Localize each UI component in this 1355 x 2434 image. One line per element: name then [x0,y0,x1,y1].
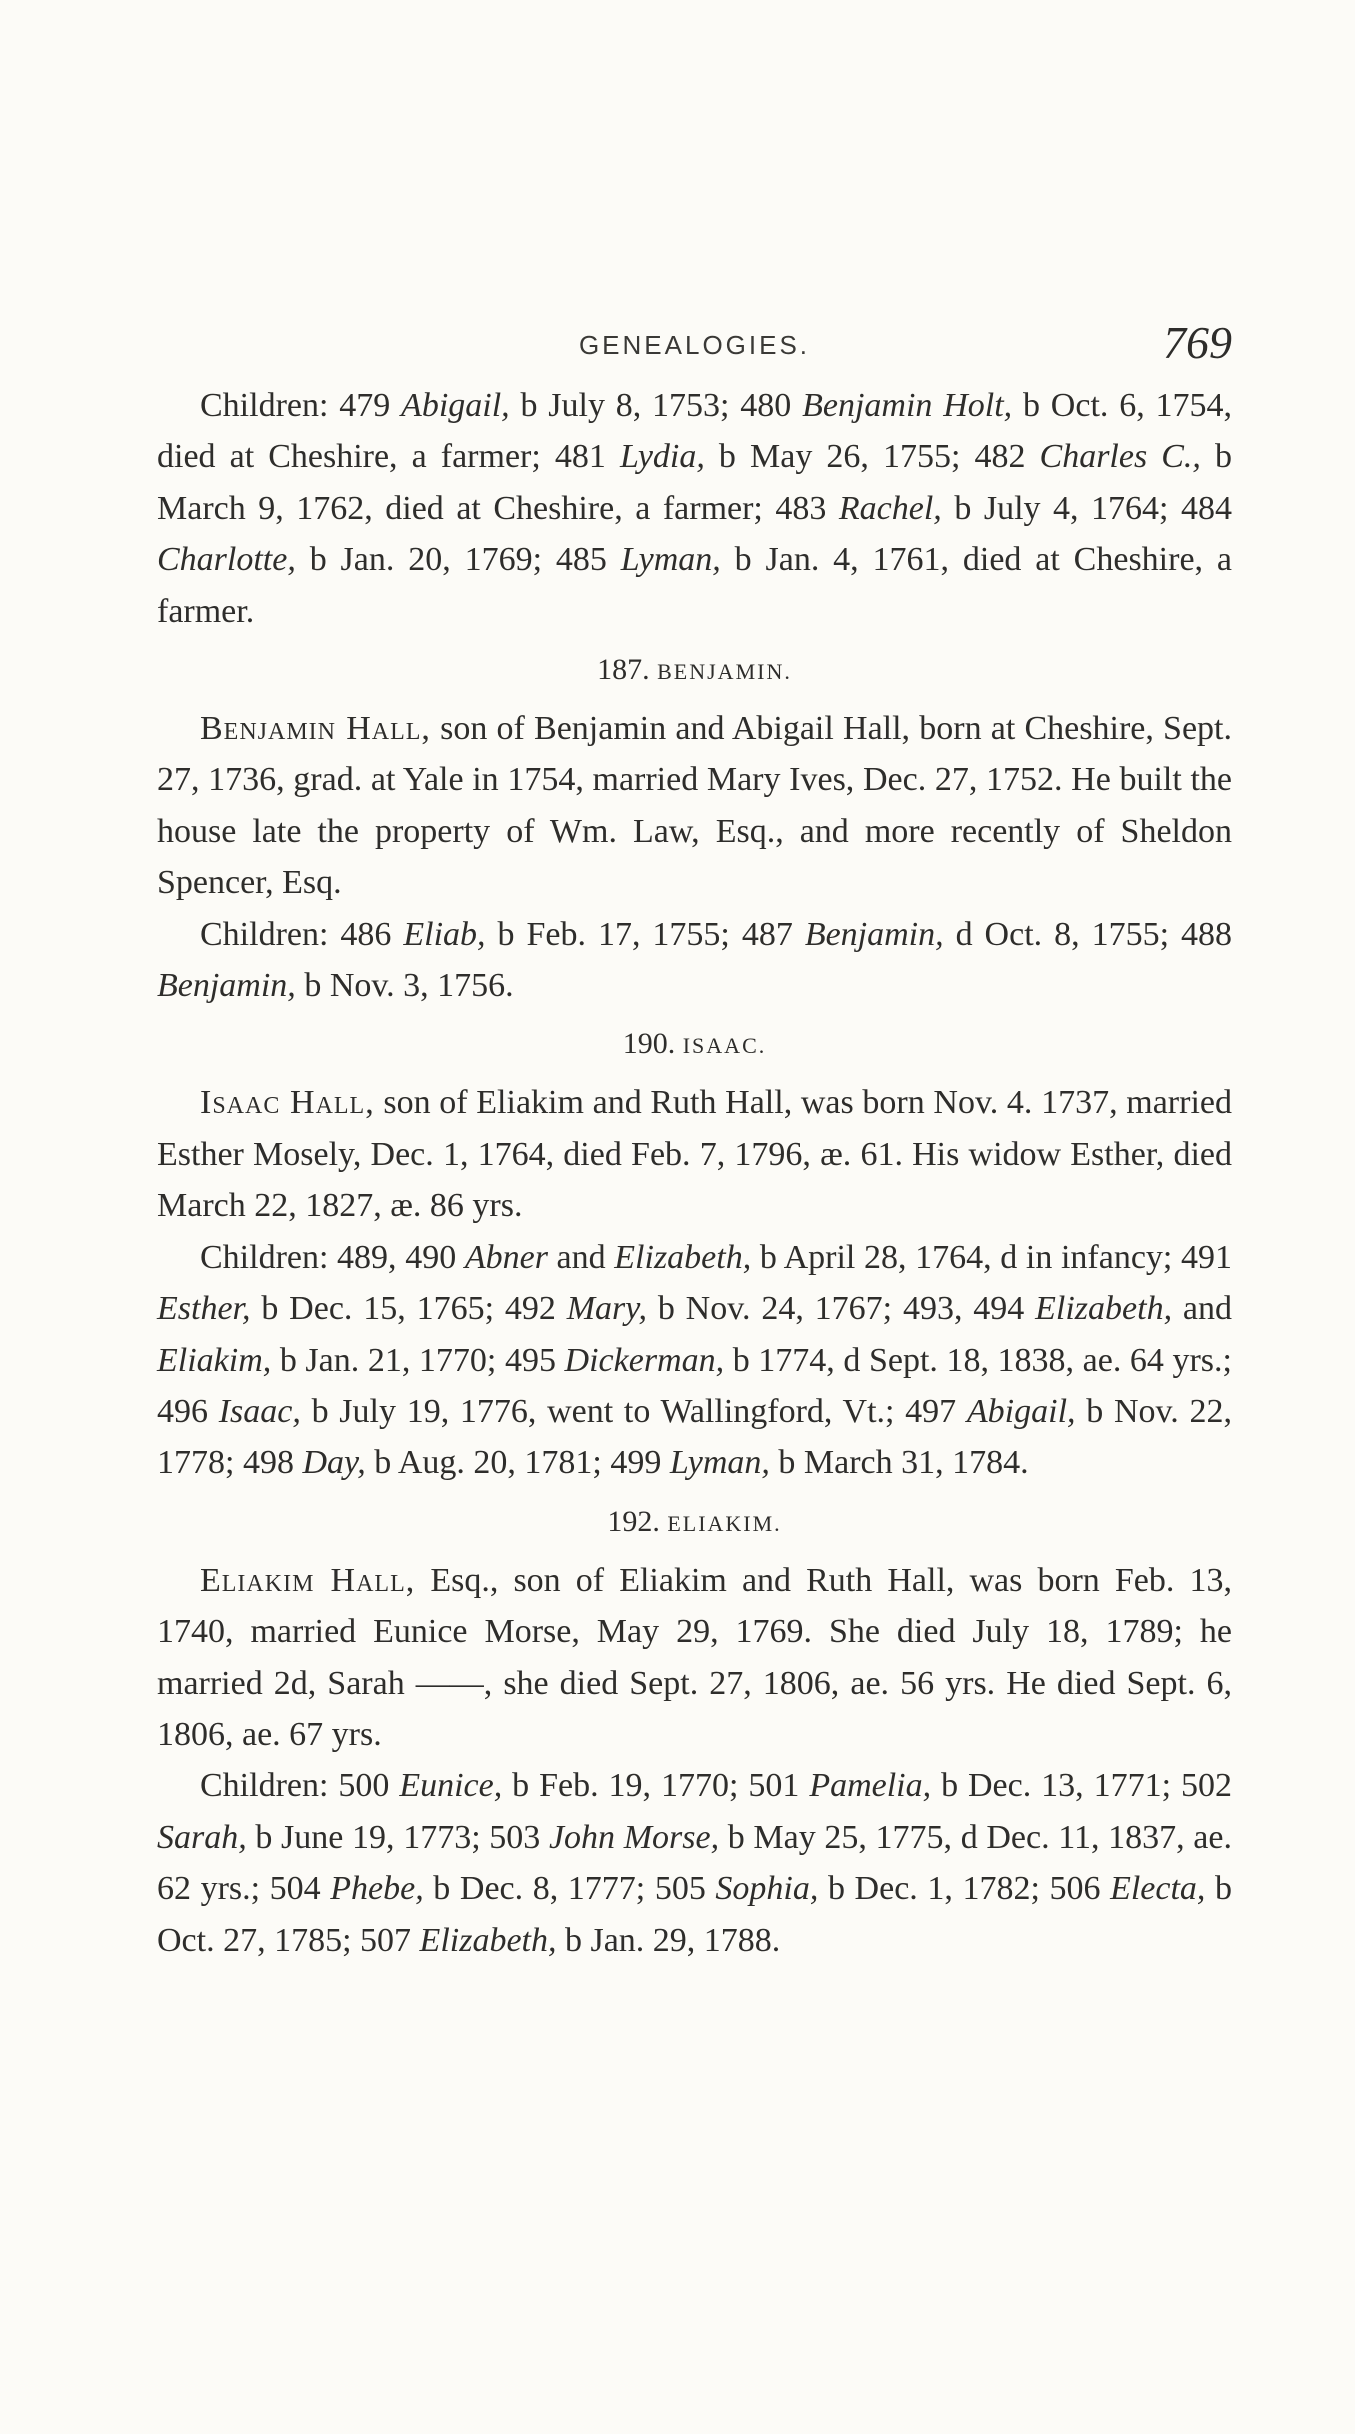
person-name: Eliakim Hall, [200,1561,416,1599]
children-list-190: Children: 489, 490 Abner and Elizabeth, b April 28, 1764, d in infancy; 491 Esther, b Dec. 15, 1765; 492 Mary, b Nov. 24, 1767; 493, 494 Elizabeth, and Eliakim, b Jan. 21, 1770; 495 Dickerman, b 1774, d Sept. 18, 1838, ae. 64 yrs.; 496 Isaac, b July 19, 1776, went to Wallingford, Vt.; 497 Abigail, b Nov. 22, 1778; 498 Day, b Aug. 20, 1781; 499 Lyman, b March 31, 1784. [157,1238,1233,1482]
child-name: Charlotte, [157,541,296,579]
child-name: Day, [302,1444,366,1482]
child-name: Benjamin, [804,915,944,953]
child-name: Elizabeth, [614,1238,752,1276]
child-name: Isaac, [218,1392,301,1430]
child-name: Esther, [157,1290,251,1328]
biography-192: Eliakim Hall, Esq., son of Eliakim and Ruth Hall, was born Feb. 13, 1740, married Eunice Morse, May 29, 1769. She died July 18, 1789; he married 2d, Sarah ——, she died Sept. 27, 1806, ae. 56 yrs. He died Sept. 6, 1806, ae. 67 yrs. [157,1561,1232,1753]
biography-187: Benjamin Hall, son of Benjamin and Abigail Hall, born at Cheshire, Sept. 27, 1736, grad. at Yale in 1754, married Mary Ives, Dec. 27, 1752. He built the house late the property of Wm. Law, Esq., and more recently of Sheldon Spencer, Esq. [157,710,1232,902]
child-name: Eliab, [403,915,486,953]
child-name: Elizabeth, [419,1921,557,1959]
child-name: Pamelia, [809,1767,932,1805]
page-number: 769 [1163,317,1232,368]
running-head [157,316,1232,376]
child-name: Abigail, [966,1392,1076,1430]
children-list-186: Children: 479 Abigail, b July 8, 1753; 480 Benjamin Holt, b Oct. 6, 1754, died at Cheshire, a farmer; 481 Lydia, b May 26, 1755; 482 Charles C., b March 9, 1762, died at Cheshire, a farmer; 483 Rachel, b July 4, 1764; 484 Charlotte, b Jan. 20, 1769; 485 Lyman, b Jan. 4, 1761, died at Cheshire, a farmer. [157,387,1232,630]
child-name: Benjamin Holt, [802,387,1013,424]
person-name: Benjamin Hall, [200,710,431,748]
section-heading-187: 187. BENJAMIN. [597,653,792,687]
person-name: Isaac Hall, [200,1084,375,1122]
biography-190: Isaac Hall, son of Eliakim and Ruth Hall, was born Nov. 4. 1737, married Esther Mosely, Dec. 1, 1764, died Feb. 7, 1796, æ. 61. His widow Esther, died March 22, 1827, æ. 86 yrs. [157,1084,1232,1225]
children-list-192: Children: 500 Eunice, b Feb. 19, 1770; 501 Pamelia, b Dec. 13, 1771; 502 Sarah, b June 19, 1773; 503 John Morse, b May 25, 1775, d Dec. 11, 1837, ae. 62 yrs.; 504 Phebe, b Dec. 8, 1777; 505 Sophia, b Dec. 1, 1782; 506 Electa, b Oct. 27, 1785; 507 Elizabeth, b Jan. 29, 1788. [157,1767,1233,1959]
child-name: Elizabeth, [1035,1290,1173,1328]
child-name: Charles C., [1039,438,1201,476]
section-heading-192: 192. ELIAKIM. [607,1504,782,1538]
child-name: Benjamin, [157,967,296,1005]
child-name: John Morse, [548,1818,720,1856]
child-name: Abigail, [401,387,510,424]
running-head-title: GENEALOGIES. [578,330,811,360]
child-name: Mary, [566,1290,647,1328]
child-name: Lyman, [669,1444,770,1482]
child-name: Phebe, [330,1870,424,1908]
child-name: Rachel, [838,489,942,527]
child-name: Eliakim, [157,1341,272,1379]
child-name: Abner [464,1238,548,1276]
child-name: Electa, [1110,1870,1206,1908]
child-name: Sarah, [157,1818,247,1856]
child-name: Eunice, [399,1767,503,1805]
child-name: Lyman, [620,541,721,579]
child-name: Sophia, [715,1870,819,1908]
children-list-187: Children: 486 Eliab, b Feb. 17, 1755; 487 Benjamin, d Oct. 8, 1755; 488 Benjamin, b Nov. 3, 1756. [157,915,1232,1005]
child-name: Dickerman, [564,1341,725,1379]
body-text [157,380,1232,1966]
section-heading-190: 190. ISAAC. [622,1027,767,1061]
child-name: Lydia, [619,438,705,476]
